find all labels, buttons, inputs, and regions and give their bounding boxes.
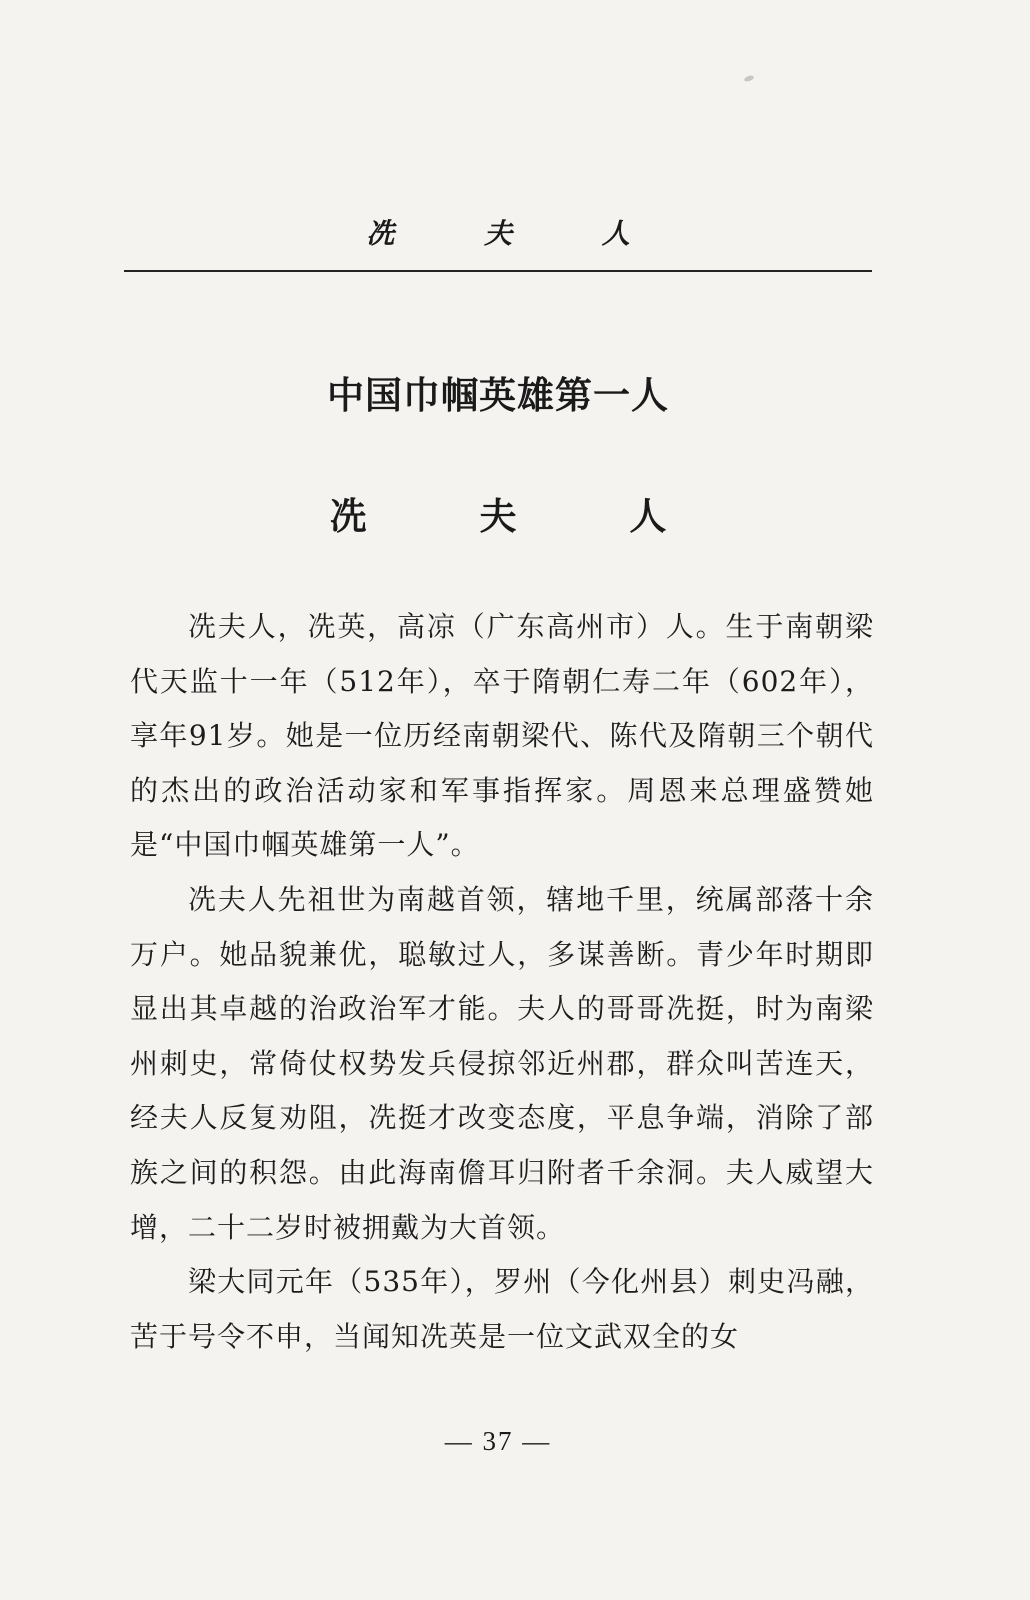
page-number: — 37 — bbox=[444, 1426, 552, 1456]
paper-speck bbox=[743, 74, 754, 82]
running-header: 冼 夫 人 bbox=[366, 217, 670, 250]
article-body bbox=[130, 600, 874, 1364]
article-title: 冼 夫 人 bbox=[329, 495, 717, 538]
header-rule bbox=[124, 270, 872, 272]
section-title: 中国巾帼英雄第一人 bbox=[327, 373, 669, 417]
paragraph: 梁大同元年（535年），罗州（今化州县）刺史冯融，苦于号令不申，当闻知冼英是一位文武双全的女 bbox=[130, 1265, 874, 1353]
paragraph: 冼夫人先祖世为南越首领，辖地千里，统属部落十余万户。她品貌兼优，聪敏过人，多谋善断。青少年时期即显出其卓越的治政治军才能。夫人的哥哥冼挺，时为南梁州刺史，常倚仗权势发兵侵掠邻近州郡，群众叫苦连天，经夫人反复劝阻，冼挺才改变态度，平息争端，消除了部族之间的积怨。由此海南儋耳归附者千余洞。夫人威望大增，二十二岁时被拥戴为大首领。 bbox=[130, 882, 874, 1244]
paragraph: 冼夫人，冼英，高凉（广东高州市）人。生于南朝梁代天监十一年（512年），卒于隋朝仁寿二年（602年），享年91岁。她是一位历经南朝梁代、陈代及隋朝三个朝代的杰出的政治活动家和军事指挥家。周恩来总理盛赞她是“中国巾帼英雄第一人”。 bbox=[130, 610, 874, 862]
